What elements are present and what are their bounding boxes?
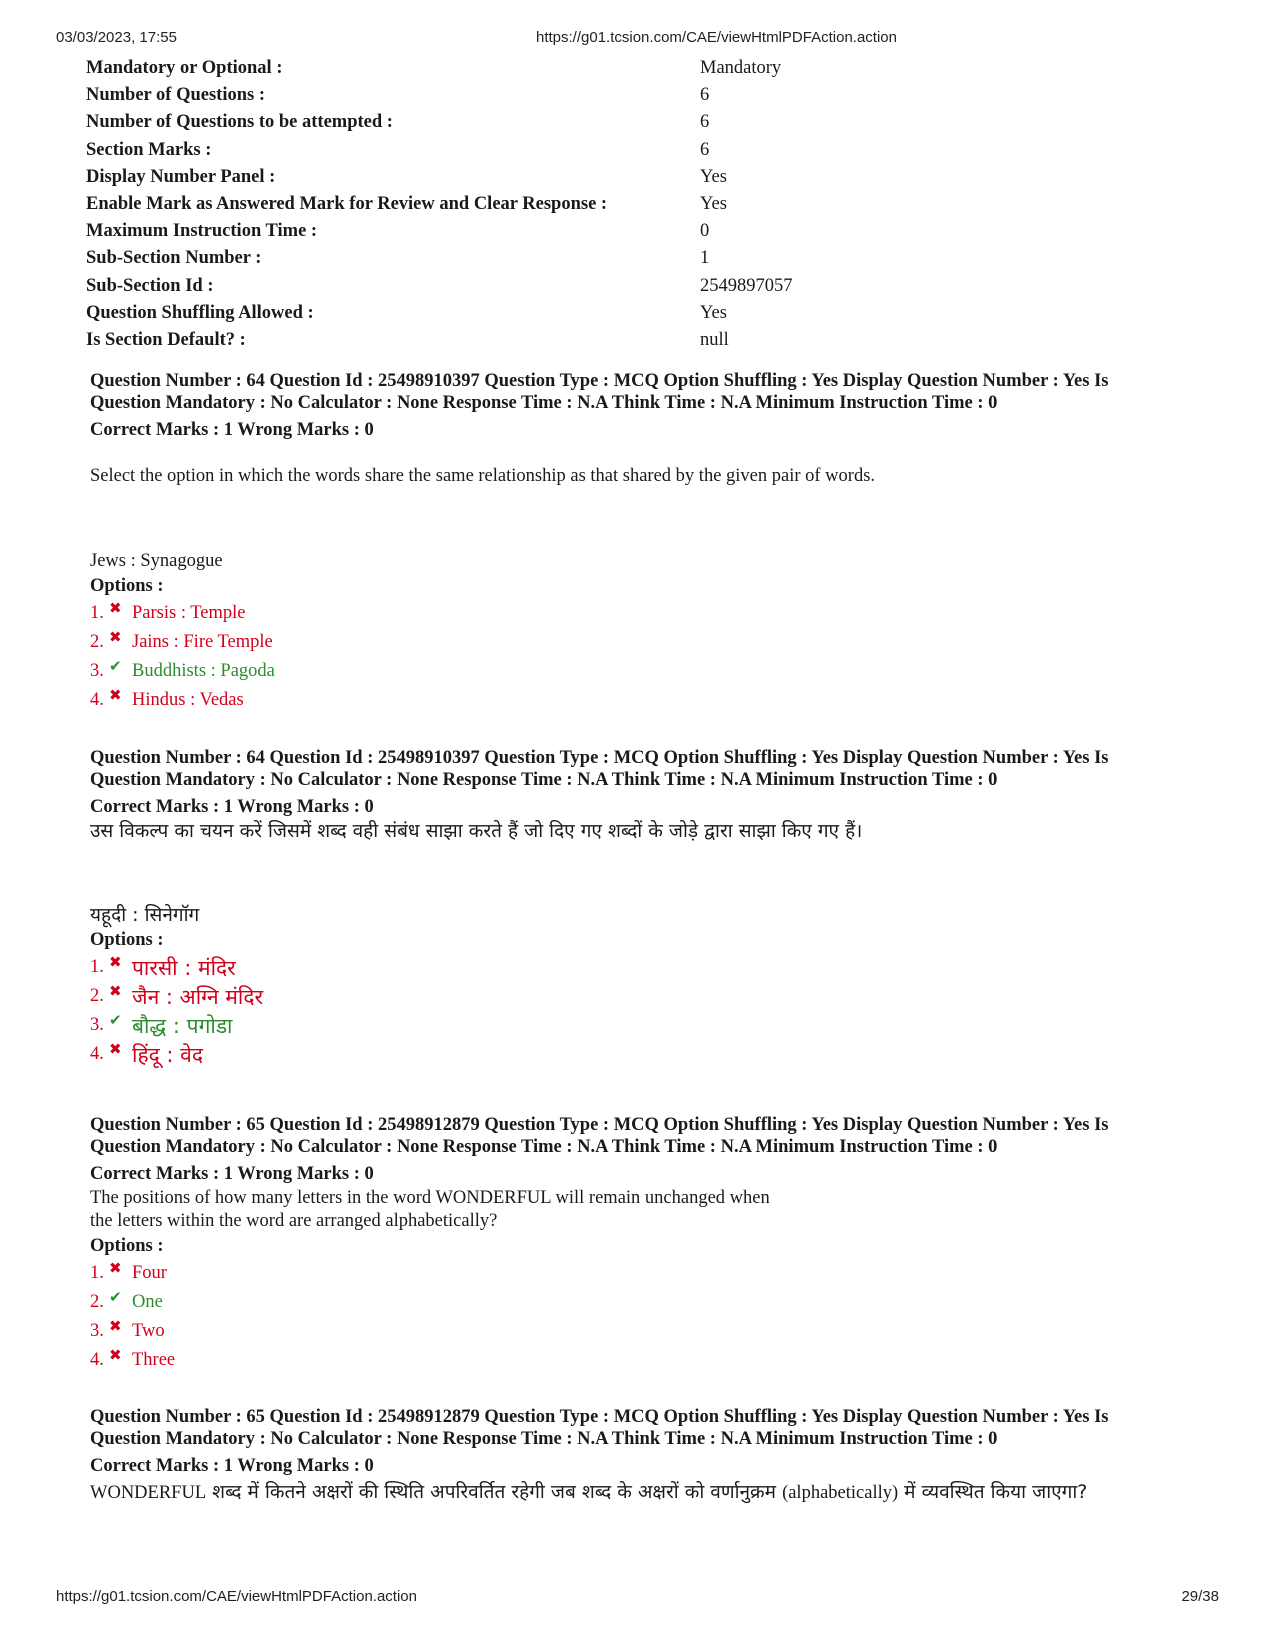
meta-row (86, 273, 846, 300)
page-number: 29/38 (1181, 1588, 1219, 1605)
meta-key: Is Section Default? : (86, 329, 246, 350)
question-header (90, 1406, 1210, 1450)
wrong-icon: ✖ (109, 688, 122, 704)
meta-value: Mandatory (700, 58, 782, 79)
meta-key: Question Shuffling Allowed : (86, 302, 314, 323)
option-item-correct[interactable] (90, 1011, 1210, 1040)
option-text: Jains : Fire Temple (132, 632, 273, 652)
question-text-hindi-end: में व्यवस्थित किया जाएगा? (898, 1481, 1088, 1503)
question-text-word: WONDERFUL (90, 1483, 207, 1503)
meta-row (86, 327, 846, 354)
check-icon: ✔ (109, 659, 122, 675)
option-number: 3. (90, 1015, 104, 1035)
option-text: Three (132, 1350, 176, 1370)
option-text: Buddhists : Pagoda (132, 661, 275, 681)
meta-row (86, 137, 846, 164)
question-block (90, 370, 1210, 715)
meta-key: Number of Questions : (86, 85, 266, 106)
check-icon: ✔ (109, 1013, 122, 1029)
meta-key: Maximum Instruction Time : (86, 221, 318, 242)
option-text: Parsis : Temple (132, 603, 246, 623)
question-header-line: Question Mandatory : No Calculator : None Response Time : N.A Think Time : N.A Minimum Instruction Time : 0 (90, 770, 998, 790)
question-pair: Jews : Synagogue (90, 551, 223, 571)
question-block (90, 747, 1210, 1069)
option-text: Hindus : Vedas (132, 690, 244, 710)
question-text-line: The positions of how many letters in the word WONDERFUL will remain unchanged when (90, 1188, 770, 1208)
option-number: 4. (90, 690, 104, 710)
options-label: Options : (90, 930, 164, 950)
meta-value: Yes (700, 166, 727, 187)
question-header (90, 747, 1210, 791)
meta-value: 0 (700, 221, 710, 242)
question-text-paren: (alphabetically) (782, 1483, 899, 1503)
question-text-line: the letters within the word are arranged alphabetically? (90, 1211, 498, 1231)
wrong-icon: ✖ (109, 630, 122, 646)
meta-key: Sub-Section Id : (86, 275, 214, 296)
meta-key: Mandatory or Optional : (86, 58, 283, 79)
option-item-correct[interactable] (90, 1288, 1210, 1317)
option-text: बौद्ध : पगोडा (132, 1013, 233, 1038)
question-header-line: Question Number : 64 Question Id : 25498910397 Question Type : MCQ Option Shuffling : Yes Display Question Number : Yes Is (90, 748, 1109, 768)
question-header-line: Question Mandatory : No Calculator : None Response Time : N.A Think Time : N.A Minimum Instruction Time : 0 (90, 393, 998, 413)
option-number: 1. (90, 1263, 104, 1283)
option-number: 4. (90, 1044, 104, 1064)
option-text: Four (132, 1263, 167, 1283)
meta-value: Yes (700, 194, 727, 215)
wrong-icon: ✖ (109, 1319, 122, 1335)
meta-row (86, 109, 846, 136)
option-item[interactable] (90, 1346, 1210, 1375)
option-item[interactable] (90, 982, 1210, 1011)
option-number: 4. (90, 1350, 104, 1370)
wrong-icon: ✖ (109, 1261, 122, 1277)
question-marks: Correct Marks : 1 Wrong Marks : 0 (90, 420, 374, 440)
option-number: 1. (90, 603, 104, 623)
option-item[interactable] (90, 953, 1210, 982)
meta-key: Sub-Section Number : (86, 248, 262, 269)
option-number: 3. (90, 1321, 104, 1341)
option-number: 2. (90, 1292, 104, 1312)
meta-value: 2549897057 (700, 275, 793, 296)
question-text (90, 1187, 1210, 1233)
meta-row (86, 191, 846, 218)
option-number: 2. (90, 632, 104, 652)
option-item[interactable] (90, 599, 1210, 628)
question-block (90, 1114, 1210, 1375)
meta-row (86, 55, 846, 82)
option-number: 3. (90, 661, 104, 681)
wrong-icon: ✖ (109, 955, 122, 971)
meta-value: 6 (700, 85, 710, 106)
question-marks: Correct Marks : 1 Wrong Marks : 0 (90, 1164, 374, 1184)
page-header (0, 29, 1275, 51)
meta-value: 6 (700, 112, 710, 133)
option-text: One (132, 1292, 163, 1312)
wrong-icon: ✖ (109, 984, 122, 1000)
meta-value: 6 (700, 139, 710, 160)
meta-value: Yes (700, 302, 727, 323)
question-marks: Correct Marks : 1 Wrong Marks : 0 (90, 797, 374, 817)
question-header-line: Question Mandatory : No Calculator : None Response Time : N.A Think Time : N.A Minimum Instruction Time : 0 (90, 1429, 998, 1449)
option-text: पारसी : मंदिर (132, 955, 236, 980)
meta-row (86, 245, 846, 272)
meta-value: 1 (700, 248, 710, 269)
question-header-line: Question Number : 65 Question Id : 25498912879 Question Type : MCQ Option Shuffling : Yes Display Question Number : Yes Is (90, 1115, 1109, 1135)
option-text: हिंदू : वेद (132, 1042, 203, 1067)
option-item[interactable] (90, 1259, 1210, 1288)
option-text: Two (132, 1321, 165, 1341)
question-header-line: Question Number : 64 Question Id : 25498910397 Question Type : MCQ Option Shuffling : Yes Display Question Number : Yes Is (90, 371, 1109, 391)
option-number: 2. (90, 986, 104, 1006)
option-item[interactable] (90, 1040, 1210, 1069)
option-item-correct[interactable] (90, 657, 1210, 686)
page-footer (0, 1588, 1275, 1610)
question-header (90, 1114, 1210, 1158)
meta-key: Section Marks : (86, 139, 212, 160)
question-header-line: Question Mandatory : No Calculator : None Response Time : N.A Think Time : N.A Minimum Instruction Time : 0 (90, 1137, 998, 1157)
options-label: Options : (90, 576, 164, 596)
option-text: जैन : अग्नि मंदिर (132, 984, 264, 1009)
print-datetime: 03/03/2023, 17:55 (56, 29, 177, 46)
page-url: https://g01.tcsion.com/CAE/viewHtmlPDFAction.action (536, 29, 897, 46)
meta-row (86, 164, 846, 191)
check-icon: ✔ (109, 1290, 122, 1306)
meta-row (86, 218, 846, 245)
question-text-hindi: शब्द में कितने अक्षरों की स्थिति अपरिवर्तित रहेगी जब शब्द के अक्षरों को वर्णानुक्रम (206, 1481, 783, 1503)
meta-key: Number of Questions to be attempted : (86, 112, 393, 133)
question-text: Select the option in which the words share the same relationship as that shared by the given pair of words. (90, 466, 876, 486)
meta-row (86, 300, 846, 327)
meta-value: null (700, 329, 729, 350)
option-item[interactable] (90, 686, 1210, 715)
question-marks: Correct Marks : 1 Wrong Marks : 0 (90, 1456, 374, 1476)
meta-key: Display Number Panel : (86, 166, 276, 187)
options-label: Options : (90, 1236, 164, 1256)
question-header-line: Question Number : 65 Question Id : 25498912879 Question Type : MCQ Option Shuffling : Yes Display Question Number : Yes Is (90, 1407, 1109, 1427)
option-item[interactable] (90, 1317, 1210, 1346)
wrong-icon: ✖ (109, 1042, 122, 1058)
meta-key: Enable Mark as Answered Mark for Review and Clear Response : (86, 194, 608, 215)
question-header (90, 370, 1210, 414)
option-item[interactable] (90, 628, 1210, 657)
option-number: 1. (90, 957, 104, 977)
question-text: उस विकल्प का चयन करें जिसमें शब्द वही संबंध साझा करते हैं जो दिए गए शब्दों के जोड़े द्वारा साझा किए गए हैं। (90, 820, 863, 842)
wrong-icon: ✖ (109, 601, 122, 617)
wrong-icon: ✖ (109, 1348, 122, 1364)
question-pair: यहूदी : सिनेगॉग (90, 904, 200, 926)
footer-url: https://g01.tcsion.com/CAE/viewHtmlPDFAction.action (56, 1588, 417, 1605)
question-text (90, 1481, 1210, 1505)
meta-row (86, 82, 846, 109)
question-block (90, 1406, 1210, 1505)
section-meta-table (86, 55, 846, 354)
